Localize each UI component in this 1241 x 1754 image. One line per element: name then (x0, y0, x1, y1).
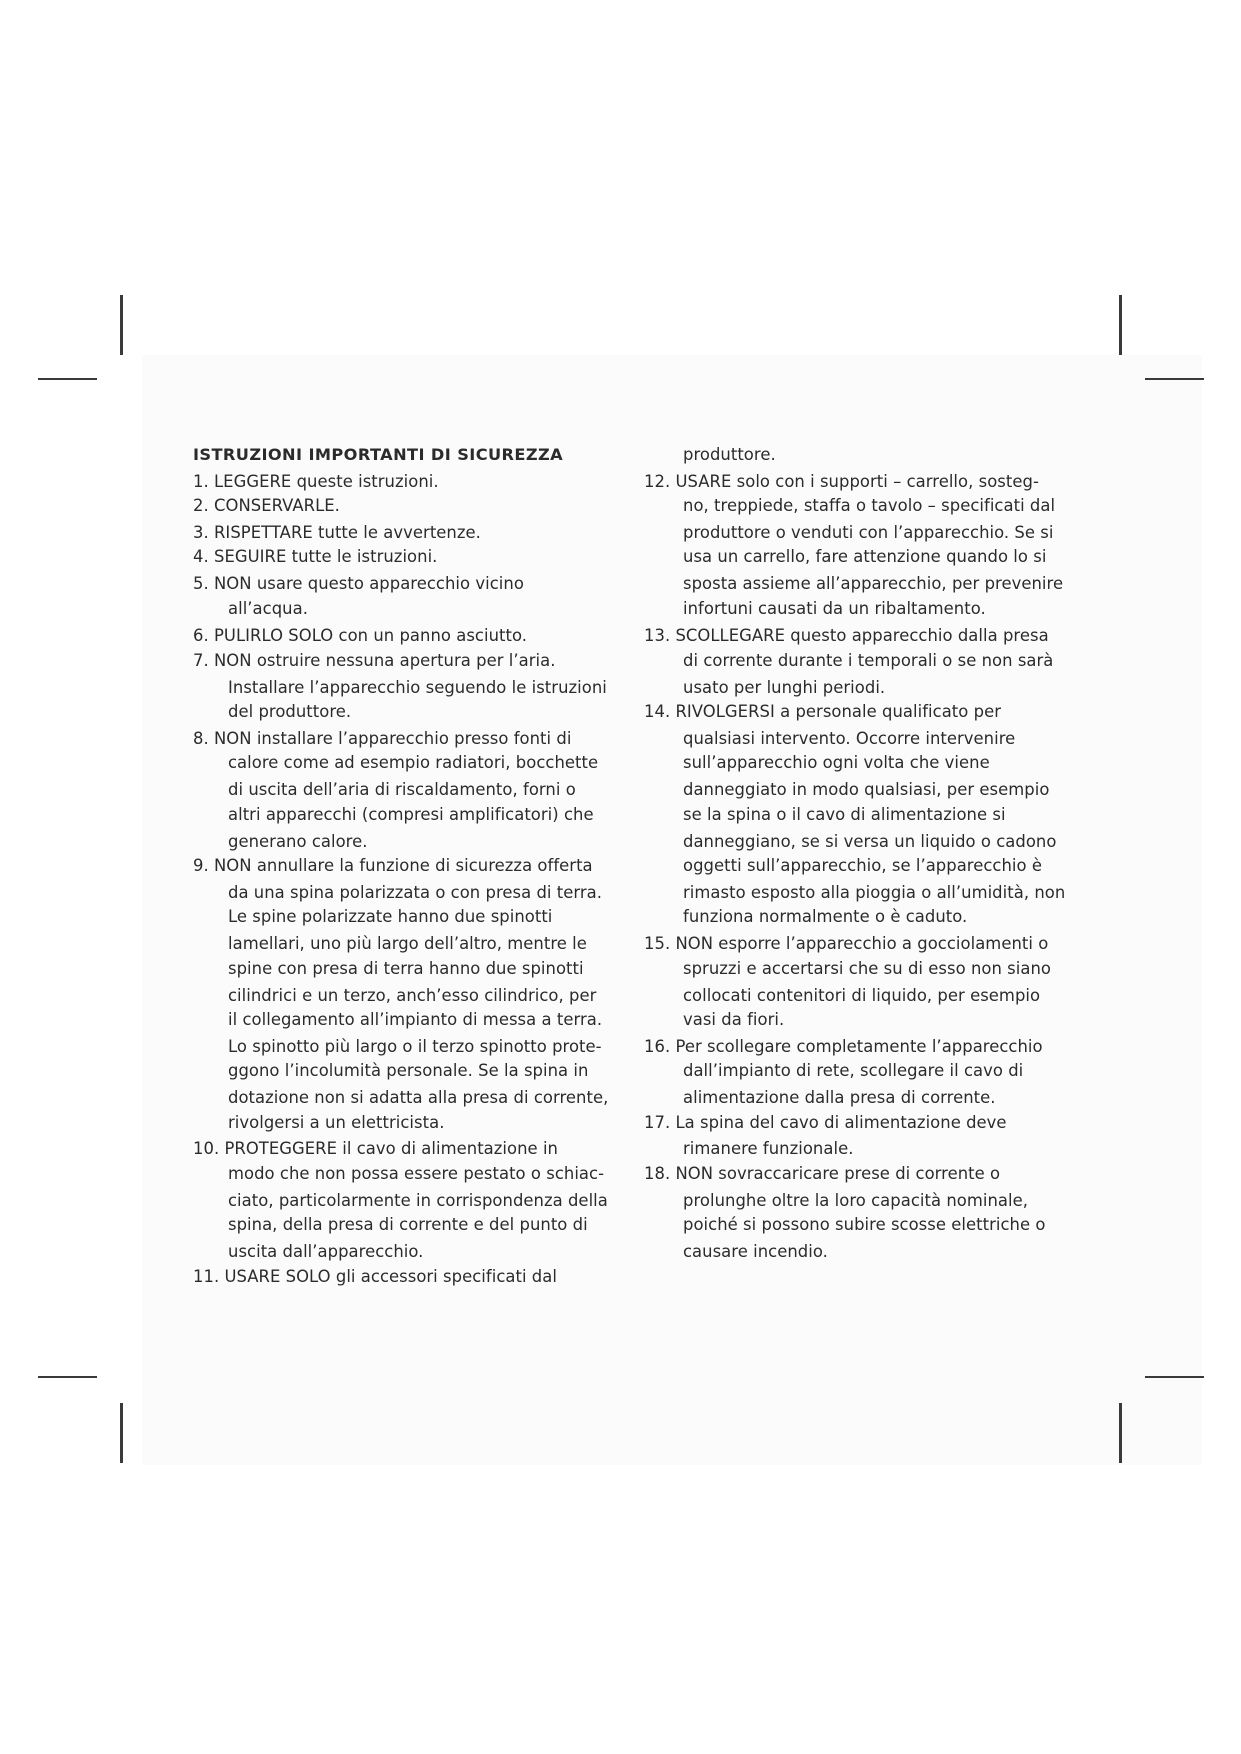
right-column-line: spruzzi e accertarsi che su di esso non siano (683, 959, 1051, 978)
left-column-line: il collegamento all’impianto di messa a terra. (228, 1010, 603, 1029)
right-column-line: 14. RIVOLGERSI a personale qualificato per (644, 702, 1001, 721)
left-column-line: lamellari, uno più largo dell’altro, mentre le (228, 934, 587, 953)
right-column-line: collocati contenitori di liquido, per esempio (683, 986, 1041, 1005)
right-column-line: oggetti sull’apparecchio, se l’apparecchio è (683, 856, 1042, 875)
right-column-line: qualsiasi intervento. Occorre intervenire (683, 729, 1016, 748)
crop-mark-bottom-left-vertical (120, 1403, 123, 1463)
right-column-line: produttore o venduti con l’apparecchio. Se si (683, 523, 1054, 542)
left-column-line: dotazione non si adatta alla presa di corrente, (228, 1088, 609, 1107)
crop-mark-bottom-left-horizontal (38, 1376, 97, 1378)
left-column-line: 1. LEGGERE queste istruzioni. (193, 472, 439, 491)
left-column-line: 3. RISPETTARE tutte le avvertenze. (193, 523, 481, 542)
left-column-line: 2. CONSERVARLE. (193, 496, 340, 515)
right-column-line: 12. USARE solo con i supporti – carrello, sosteg- (644, 472, 1039, 491)
left-column-line: da una spina polarizzata o con presa di terra. (228, 883, 603, 902)
left-column-line: ciato, particolarmente in corrispondenza della (228, 1191, 608, 1210)
right-column-line: 16. Per scollegare completamente l’apparecchio (644, 1037, 1043, 1056)
right-column-line: sposta assieme all’apparecchio, per prevenire (683, 574, 1064, 593)
right-column-line: usa un carrello, fare attenzione quando lo si (683, 547, 1047, 566)
right-column-line: rimanere funzionale. (683, 1139, 854, 1158)
right-column-line: no, treppiede, staffa o tavolo – specificati dal (683, 496, 1056, 515)
right-column-line: produttore. (683, 445, 776, 464)
left-column-line: generano calore. (228, 832, 368, 851)
left-column-line: 5. NON usare questo apparecchio vicino (193, 574, 524, 593)
left-column-line: all’acqua. (228, 599, 308, 618)
left-column-line: Installare l’apparecchio seguendo le istruzioni (228, 678, 607, 697)
left-column-line: 10. PROTEGGERE il cavo di alimentazione in (193, 1139, 558, 1158)
right-column-line: alimentazione dalla presa di corrente. (683, 1088, 996, 1107)
crop-mark-top-right-horizontal (1145, 378, 1204, 380)
right-column-line: causare incendio. (683, 1242, 828, 1261)
left-column-line: spina, della presa di corrente e del punto di (228, 1215, 588, 1234)
right-column-line: usato per lunghi periodi. (683, 678, 886, 697)
right-column-line: 13. SCOLLEGARE questo apparecchio dalla presa (644, 626, 1049, 645)
left-column-line: ggono l’incolumità personale. Se la spina in (228, 1061, 589, 1080)
right-column-line: infortuni causati da un ribaltamento. (683, 599, 986, 618)
right-column-line: rimasto esposto alla pioggia o all’umidità, non (683, 883, 1066, 902)
right-column-line: 15. NON esporre l’apparecchio a gocciolamenti o (644, 934, 1049, 953)
right-column-line: dall’impianto di rete, scollegare il cavo di (683, 1061, 1024, 1080)
right-column-line: danneggiato in modo qualsiasi, per esempio (683, 780, 1050, 799)
right-column-line: danneggiano, se si versa un liquido o cadono (683, 832, 1057, 851)
right-column-line: poiché si possono subire scosse elettriche o (683, 1215, 1046, 1234)
crop-mark-top-right-vertical (1119, 295, 1122, 355)
section-heading: ISTRUZIONI IMPORTANTI DI SICUREZZA (193, 445, 564, 464)
right-column-line: 18. NON sovraccaricare prese di corrente o (644, 1164, 1001, 1183)
left-column-line: modo che non possa essere pestato o schiac- (228, 1164, 605, 1183)
left-column-line: 8. NON installare l’apparecchio presso fonti di (193, 729, 572, 748)
left-column-line: altri apparecchi (compresi amplificatori) che (228, 805, 594, 824)
left-column-line: di uscita dell’aria di riscaldamento, forni o (228, 780, 576, 799)
crop-mark-top-left-horizontal (38, 378, 97, 380)
right-column-line: prolunghe oltre la loro capacità nominale, (683, 1191, 1028, 1210)
right-column-line: di corrente durante i temporali o se non sarà (683, 651, 1054, 670)
left-column-line: 4. SEGUIRE tutte le istruzioni. (193, 547, 438, 566)
left-column-line: calore come ad esempio radiatori, bocchette (228, 753, 599, 772)
right-column-line: se la spina o il cavo di alimentazione si (683, 805, 1006, 824)
right-column-line: vasi da fiori. (683, 1010, 785, 1029)
crop-mark-bottom-right-vertical (1119, 1403, 1122, 1463)
right-column-line: sull’apparecchio ogni volta che viene (683, 753, 990, 772)
left-column-line: spine con presa di terra hanno due spinotti (228, 959, 584, 978)
left-column-line: Lo spinotto più largo o il terzo spinotto prote- (228, 1037, 602, 1056)
left-column-line: 11. USARE SOLO gli accessori specificati dal (193, 1267, 557, 1286)
right-column-line: 17. La spina del cavo di alimentazione deve (644, 1113, 1007, 1132)
left-column-line: 7. NON ostruire nessuna apertura per l’aria. (193, 651, 556, 670)
left-column-line: 6. PULIRLO SOLO con un panno asciutto. (193, 626, 528, 645)
left-column-line: Le spine polarizzate hanno due spinotti (228, 907, 553, 926)
left-column-line: uscita dall’apparecchio. (228, 1242, 424, 1261)
crop-mark-top-left-vertical (120, 295, 123, 355)
left-column-line: del produttore. (228, 702, 352, 721)
left-column-line: rivolgersi a un elettricista. (228, 1113, 445, 1132)
crop-mark-bottom-right-horizontal (1145, 1376, 1204, 1378)
left-column-line: 9. NON annullare la funzione di sicurezza offerta (193, 856, 593, 875)
right-column-line: funziona normalmente o è caduto. (683, 907, 968, 926)
left-column-line: cilindrici e un terzo, anch’esso cilindrico, per (228, 986, 597, 1005)
